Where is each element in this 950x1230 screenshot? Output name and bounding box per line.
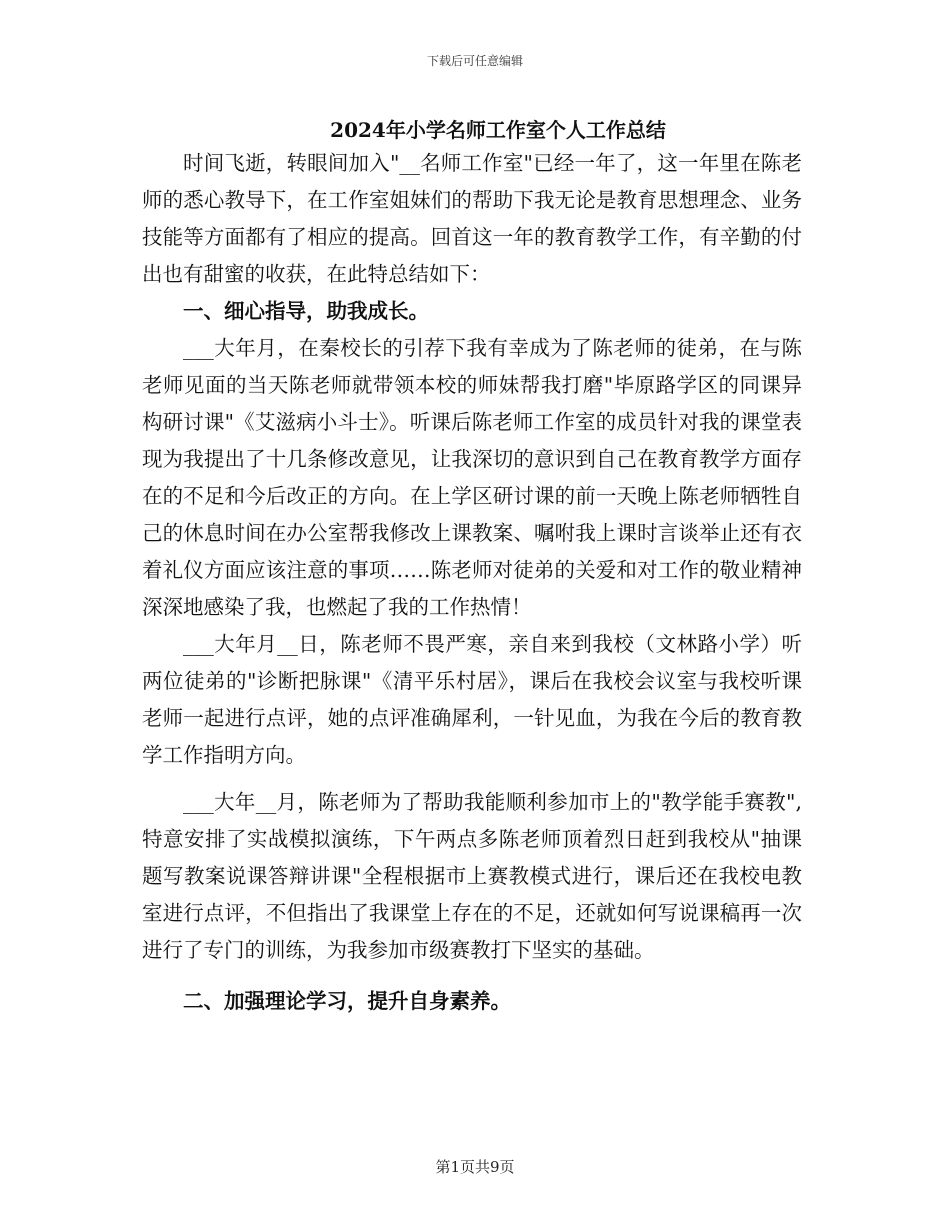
document-body xyxy=(142,145,802,1020)
section-heading-2: 二、加强理论学习，提升自身素养。 xyxy=(183,989,511,1013)
document-title: 2024年小学名师工作室个人工作总结 xyxy=(330,118,666,142)
section-heading-1: 一、细心指导，助我成长。 xyxy=(183,299,429,323)
paragraph-gap xyxy=(142,774,802,784)
body-paragraph-2: ___大年月__日，陈老师不畏严寒，亲自来到我校（文林路小学）听两位徒弟的"诊断把脉课"《清平乐村居》，课后在我校会议室与我校听课老师一起进行点评，她的点评准确犀利，一针见血，为我在今后的教育教学工作指明方向。 xyxy=(142,632,802,767)
page-footer: 第1页共9页 xyxy=(435,1158,515,1176)
body-paragraph-3: ___大年__月，陈老师为了帮助我能顺利参加市上的"教学能手赛教",特意安排了实战模拟演练，下午两点多陈老师顶着烈日赶到我校从"抽课题写教案说课答辩讲课"全程根据市上赛教模式进行，课后还在我校电教室进行点评，不但指出了我课堂上存在的不足，还就如何写说课稿再一次进行了专门的训练，为我参加市级赛教打下坚实的基础。 xyxy=(142,790,802,962)
intro-paragraph: 时间飞逝，转眼间加入"__名师工作室"已经一年了，这一年里在陈老师的悉心教导下，在工作室姐妹们的帮助下我无论是教育思想理念、业务技能等方面都有了相应的提高。回首这一年的教育教学工作，有辛勤的付出也有甜蜜的收获，在此特总结如下： xyxy=(142,151,802,286)
header-note: 下载后可任意编辑 xyxy=(426,54,523,68)
paragraph-gap xyxy=(142,969,802,983)
body-paragraph-1: ___大年月，在秦校长的引荐下我有幸成为了陈老师的徒弟，在与陈老师见面的当天陈老师就带领本校的师妹帮我打磨"毕原路学区的同课异构研讨课"《艾滋病小斗士》。听课后陈老师工作室的成员针对我的课堂表现为我提出了十几条修改意见，让我深切的意识到自己在教育教学方面存在的不足和今后改正的方向。在上学区研讨课的前一天晚上陈老师牺牲自己的休息时间在办公室帮我修改上课教案、嘱咐我上课时言谈举止还有衣着礼仪方面应该注意的事项……陈老师对徒弟的关爱和对工作的敬业精神深深地感染了我，也燃起了我的工作热情！ xyxy=(142,336,802,619)
